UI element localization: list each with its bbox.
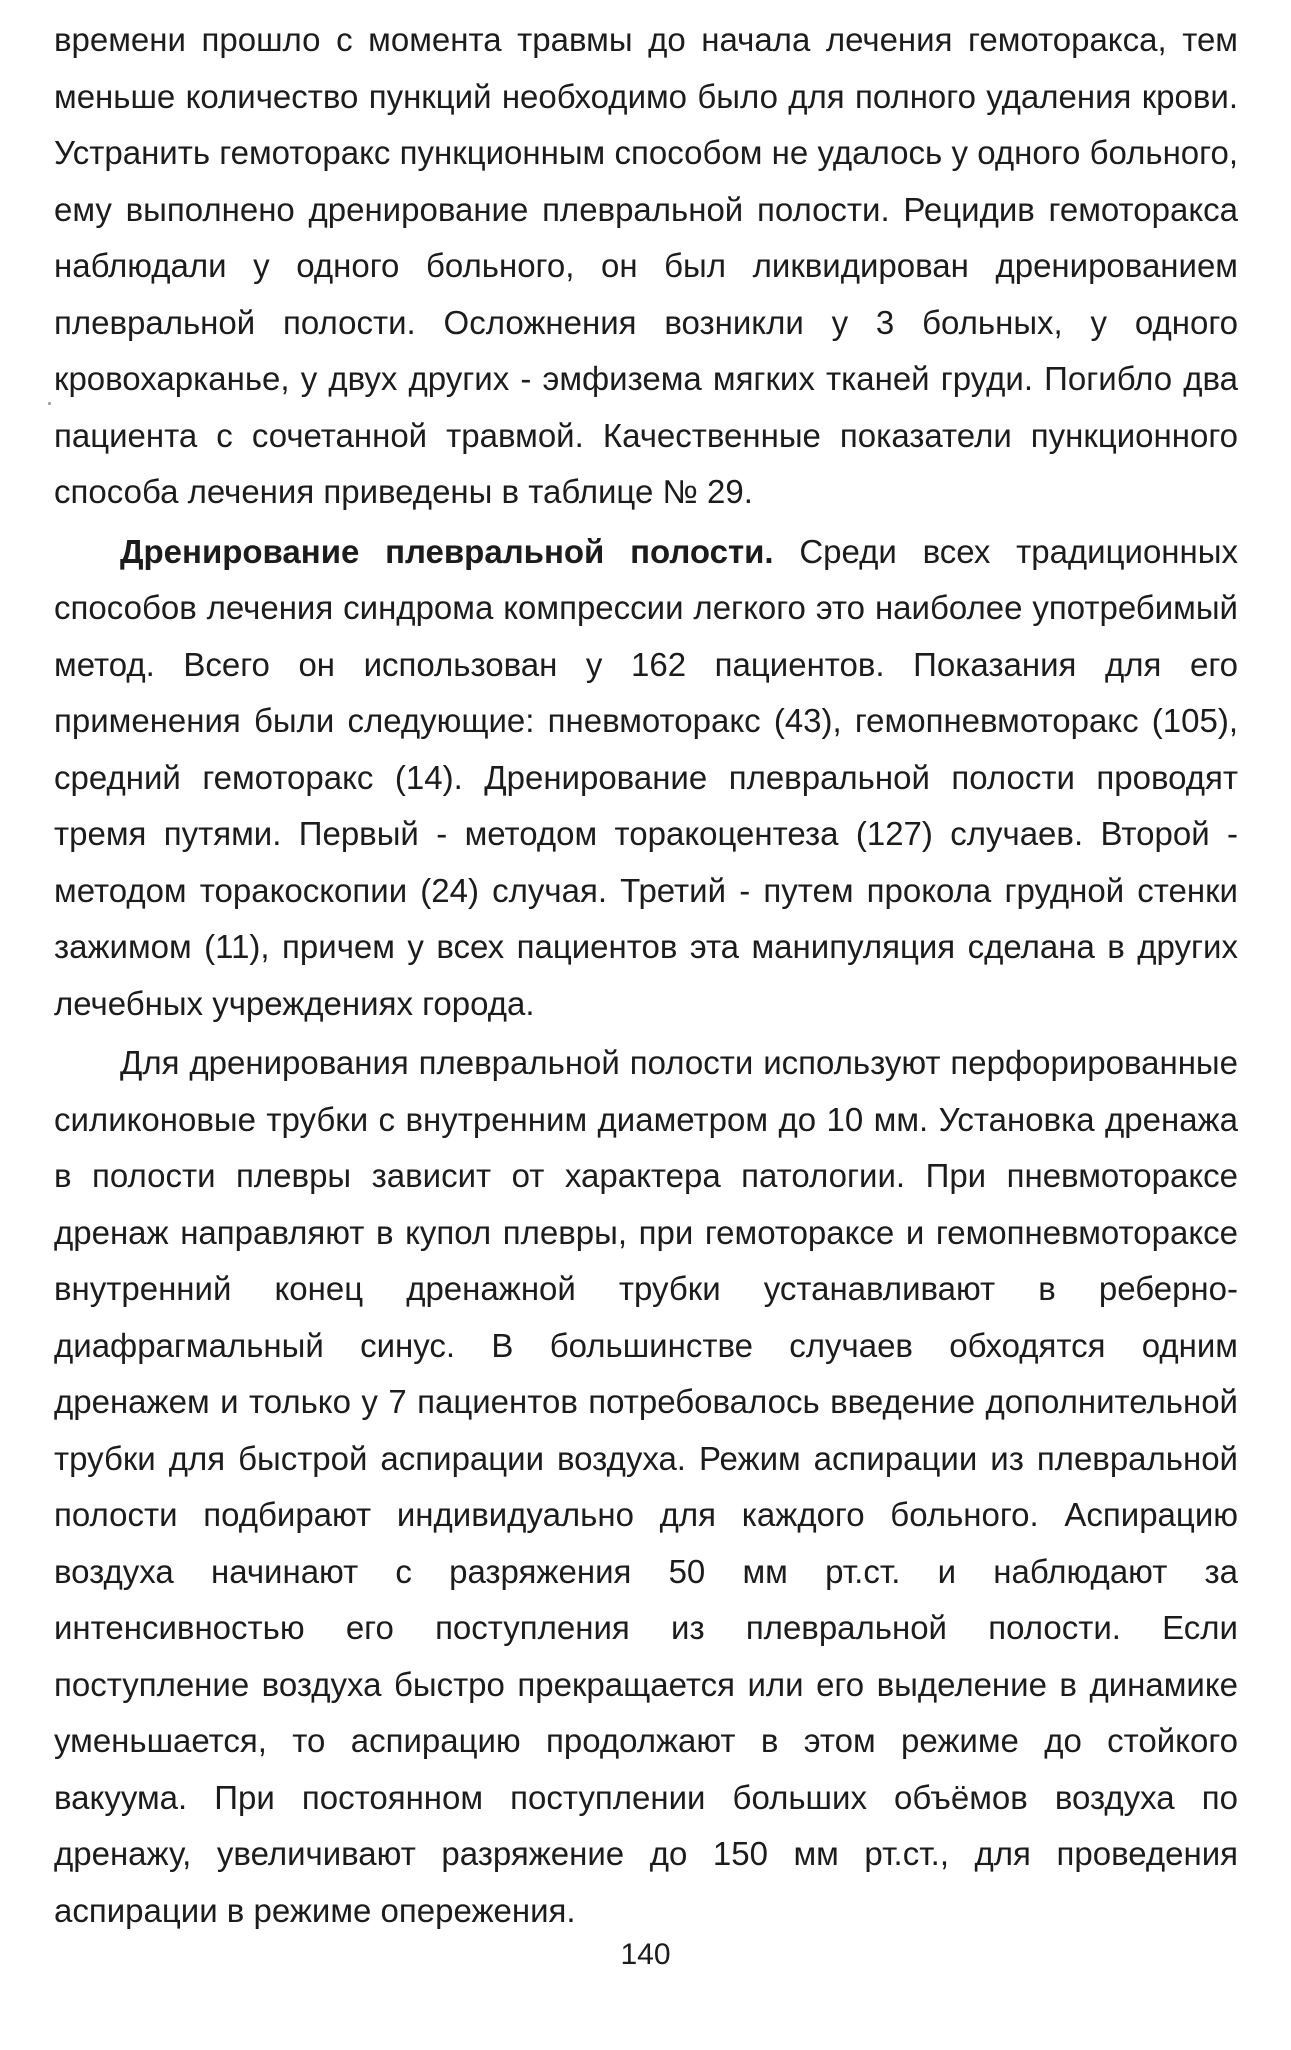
scan-speck bbox=[48, 402, 51, 405]
section-heading: Дренирование плевральной полости. bbox=[120, 532, 774, 570]
paragraph-pleural-drainage bbox=[54, 524, 1238, 1033]
paragraph-hemothorax-puncture-results bbox=[54, 12, 1238, 521]
page-number: 140 bbox=[620, 1938, 671, 1971]
paragraph-text: Для дренирования плевральной полости используют перфорированные силиконовые трубки с внутренним диаметром до 10 мм. Установка дренажа в полости плевры зависит от характера патологии. При пневмотораксе дренаж направляют в купол плевры, при гемотораксе и гемопневмотораксе внутренний конец дренажной трубки устанавливают в реберно-диафрагмальный синус. В большинстве случаев обходятся одним дренажем и только у 7 пациентов потребовалось введение дополнительной трубки для быстрой аспирации воздуха. Режим аспирации из плевральной полости подбирают индивидуально для каждого больного. Аспирацию воздуха начинают с разряжения 50 мм рт.ст. и наблюдают за интенсивностью его поступления из плевральной полости. Если поступление воздуха быстро прекращается или его выделение в динамике уменьшается, то аспирацию продолжают в этом режиме до стойкого вакуума. При постоянном поступлении больших объёмов воздуха по дренажу, увеличивают разряжение до 150 мм рт.ст., для проведения аспирации в режиме опережения. bbox=[54, 1044, 1238, 1929]
paragraph-drainage-technique bbox=[54, 1035, 1238, 1939]
document-page bbox=[54, 12, 1238, 1939]
paragraph-text: времени прошло с момента травмы до начала лечения гемоторакса, тем меньше количество пункций необходимо было для полного удаления крови. Устранить гемоторакс пункционным способом не удалось у одного больного, ему выполнено дренирование плевральной полости. Рецидив гемоторакса наблюдали у одного больного, он был ликвидирован дренированием плевральной полости. Осложнения возникли у 3 больных, у одного кровохарканье, у двух других - эмфизема мягких тканей груди. Погибло два пациента с сочетанной травмой. Качественные показатели пункционного способа лечения приведены в таблице № 29. bbox=[54, 21, 1238, 510]
paragraph-text: Среди всех традиционных способов лечения синдрома компрессии легкого это наиболее употребимый метод. Всего он использован у 162 пациентов. Показания для его применения были следующие: пневмоторакс (43), гемопневмоторакс (105), средний гемоторакс (14). Дренирование плевральной полости проводят тремя путями. Первый - методом торакоцентеза (127) случаев. Второй - методом торакоскопии (24) случая. Третий - путем прокола грудной стенки зажимом (11), причем у всех пациентов эта манипуляция сделана в других лечебных учреждениях города. bbox=[54, 532, 1238, 1022]
